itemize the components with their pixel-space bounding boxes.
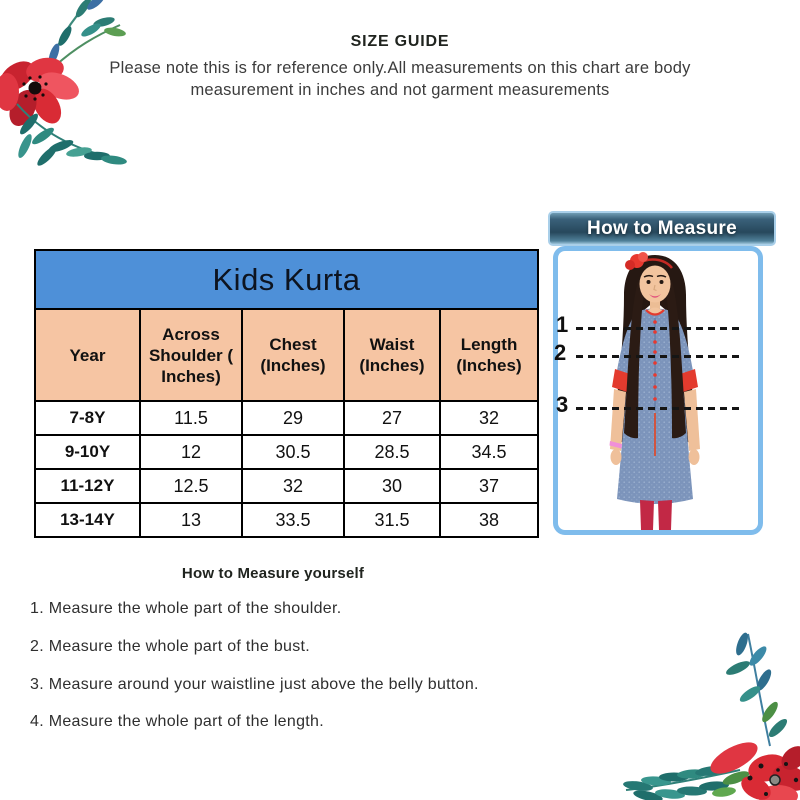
cell-shoulder: 12: [140, 435, 242, 469]
marker-1: 1: [556, 312, 569, 337]
table-title-row: [35, 250, 538, 309]
cell-waist: 30: [344, 469, 440, 503]
shoulder-dash-line: [576, 327, 744, 330]
cell-chest: 33.5: [242, 503, 344, 537]
instruction-item-2: 2. Measure the whole part of the bust.: [30, 638, 311, 655]
col-header-chest: Chest (Inches): [242, 309, 344, 401]
girl-in-kurta-photo: [558, 251, 758, 530]
marker-2: 2: [554, 340, 567, 365]
instructions-heading: How to Measure yourself: [181, 565, 365, 582]
instruction-item-1: 1. Measure the whole part of the shoulder.: [30, 600, 342, 617]
cell-chest: 29: [242, 401, 344, 435]
waist-dash-line: [576, 407, 739, 410]
marker-3: 3: [556, 392, 569, 417]
model-photo-frame: [553, 246, 763, 535]
instruction-item-4: 4. Measure the whole part of the length.: [30, 713, 324, 730]
size-chart-table: [34, 249, 539, 538]
cell-length: 32: [440, 401, 538, 435]
table-title: Kids Kurta: [35, 250, 538, 309]
page-title: SIZE GUIDE: [350, 33, 450, 50]
cell-shoulder: 11.5: [140, 401, 242, 435]
table-header-row: [35, 309, 538, 401]
how-to-measure-banner: How to Measure: [548, 211, 776, 246]
instruction-item-3: 3. Measure around your waistline just above the belly button.: [30, 676, 479, 693]
chest-dash-line: [576, 355, 744, 358]
col-header-across-shoulder: Across Shoulder ( Inches): [140, 309, 242, 401]
table-row: [35, 435, 538, 469]
reference-note: Please note this is for reference only.All measurements on this chart are body measurement in inches and not garment measurements: [109, 59, 691, 99]
cell-chest: 32: [242, 469, 344, 503]
cell-year: 9-10Y: [35, 435, 140, 469]
cell-shoulder: 13: [140, 503, 242, 537]
cell-length: 34.5: [440, 435, 538, 469]
table-row: [35, 503, 538, 537]
cell-shoulder: 12.5: [140, 469, 242, 503]
cell-year: 11-12Y: [35, 469, 140, 503]
table-row: [35, 401, 538, 435]
cell-waist: 31.5: [344, 503, 440, 537]
col-header-length: Length (Inches): [440, 309, 538, 401]
col-header-waist: Waist (Inches): [344, 309, 440, 401]
floral-decoration-bottom-right: [618, 628, 800, 800]
table-row: [35, 469, 538, 503]
cell-year: 7-8Y: [35, 401, 140, 435]
cell-length: 38: [440, 503, 538, 537]
cell-length: 37: [440, 469, 538, 503]
col-header-year: Year: [35, 309, 140, 401]
cell-year: 13-14Y: [35, 503, 140, 537]
cell-waist: 27: [344, 401, 440, 435]
cell-waist: 28.5: [344, 435, 440, 469]
cell-chest: 30.5: [242, 435, 344, 469]
